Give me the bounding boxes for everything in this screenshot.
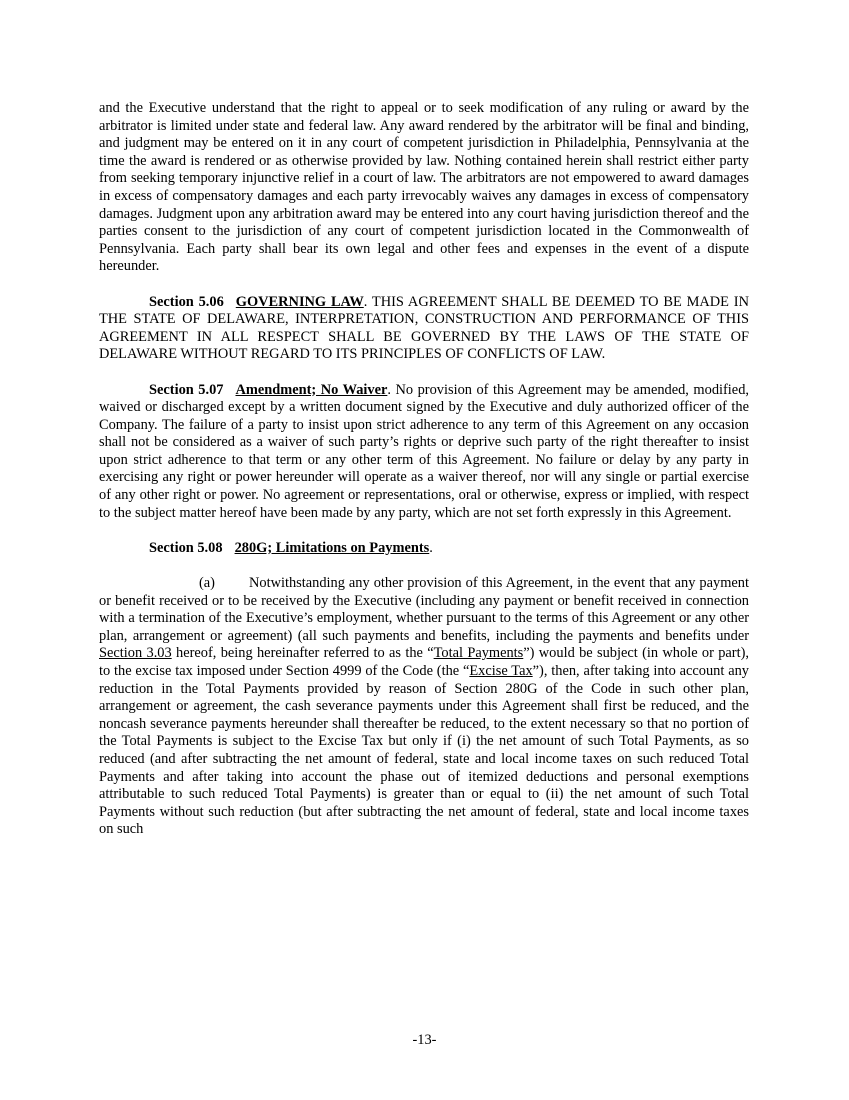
subsection-a-label: (a) [199,575,215,592]
subsection-a-text-1: Notwithstanding any other provision of this Agreement, in the event that any payment or benefit received or to be received by the Executive (including any payment or benefit received in connection with a termination of the Executive’s employment, whether pursuant to the terms of this Agreement or any other plan, arrangement or agreement) (all such payments and benefits, including the payments and benefits under [99,575,749,644]
document-page [99,100,749,839]
term-excise-tax: Excise Tax [469,663,533,679]
section-5-06-body: . THIS AGREEMENT SHALL BE DEEMED TO BE MADE IN THE STATE OF DELAWARE, INTERPRETATION, CONSTRUCTION AND PERFORMANCE OF THIS AGREEMENT IN ALL RESPECT SHALL BE GOVERNED BY THE LAWS OF THE STATE OF DELAWARE WITHOUT REGARD TO ITS PRINCIPLES OF CONFLICTS OF LAW. [99,293,749,363]
section-5-08 [99,540,749,558]
section-5-07-body: . No provision of this Agreement may be amended, modified, waived or discharged except by a written document signed by the Executive and duly authorized officer of the Company. The failure of a party to insist upon strict adherence to any term of this Agreement on any occasion shall not be considered as a waiver of such party’s rights or deprive such party of the right thereafter to insist upon strict adherence to that term or any other term of this Agreement. No failure or delay by any party in exercising any right or power hereunder will operate as a waiver thereof, nor will any single or partial exercise of any other right or power. No agreement or representations, oral or otherwise, express or implied, with respect to the subject matter hereof have been made by any party, which are not set forth expressly in this Agreement. [99,381,749,521]
subsection-a-text-2: hereof, being hereinafter referred to as the “ [171,645,434,662]
section-5-08-title-end: . [429,539,433,556]
section-5-07-number: Section 5.07 [149,381,224,398]
paragraph-arbitration-continued: and the Executive understand that the right to appeal or to seek modification of any ruling or award by the arbitrator is limited under state and federal law. Any award rendered by the arbitrator will be final and binding, and judgment may be entered on it in any court of competent jurisdiction in Philadelphia, Pennsylvania at the time the award is rendered or as otherwise provided by law. Nothing contained herein shall restrict either party from seeking temporary injunctive relief in a court of law. The arbitrators are not empowered to award damages in excess of compensatory damages and each party irrevocably waives any damages in excess of compensatory damages. Judgment upon any arbitration award may be entered into any court having jurisdiction thereof and the parties consent to the jurisdiction of any court of competent jurisdiction located in the Commonwealth of Pennsylvania. Each party shall bear its own legal and other fees and expenses in the event of a dispute hereunder. [99,100,749,275]
section-5-08-number: Section 5.08 [149,539,223,556]
section-5-06-number: Section 5.06 [149,293,224,310]
section-5-06-title: GOVERNING LAW [235,293,364,310]
ref-section-3-03: Section 3.03 [99,645,172,662]
section-5-06 [99,294,749,364]
section-5-07 [99,382,749,523]
subsection-a-text-4: ”), then, after taking into account any reduction in the Total Payments provided by reason of Section 280G of the Code in such other plan, arrangement or agreement, the cash severance payments under this Agreement shall first be reduced, and the noncash severance payments hereunder shall thereafter be reduced, to the extent necessary so that no portion of the Total Payments is subject to the Excise Tax but only if (i) the net amount of such Total Payments, as so reduced (and after subtracting the net amount of federal, state and local income taxes on such reduced Total Payments and after taking into account the phase out of itemized deductions and personal exemptions attributable to such reduced Total Payments) is greater than or equal to (ii) the net amount of such Total Payments without such reduction (but after subtracting the net amount of federal, state and local income taxes on such [99,663,749,838]
subsection-a [99,575,749,839]
subsection-a-text-3: ”) would be subject (in whole or part), to the excise tax imposed under Section 4999 of the Code (the “ [99,645,749,679]
term-total-payments: Total Payments [433,645,524,662]
page-number: -13- [412,1032,437,1048]
section-5-07-title: Amendment; No Waiver [235,381,388,398]
section-5-08-title: 280G; Limitations on Payments [234,539,430,556]
